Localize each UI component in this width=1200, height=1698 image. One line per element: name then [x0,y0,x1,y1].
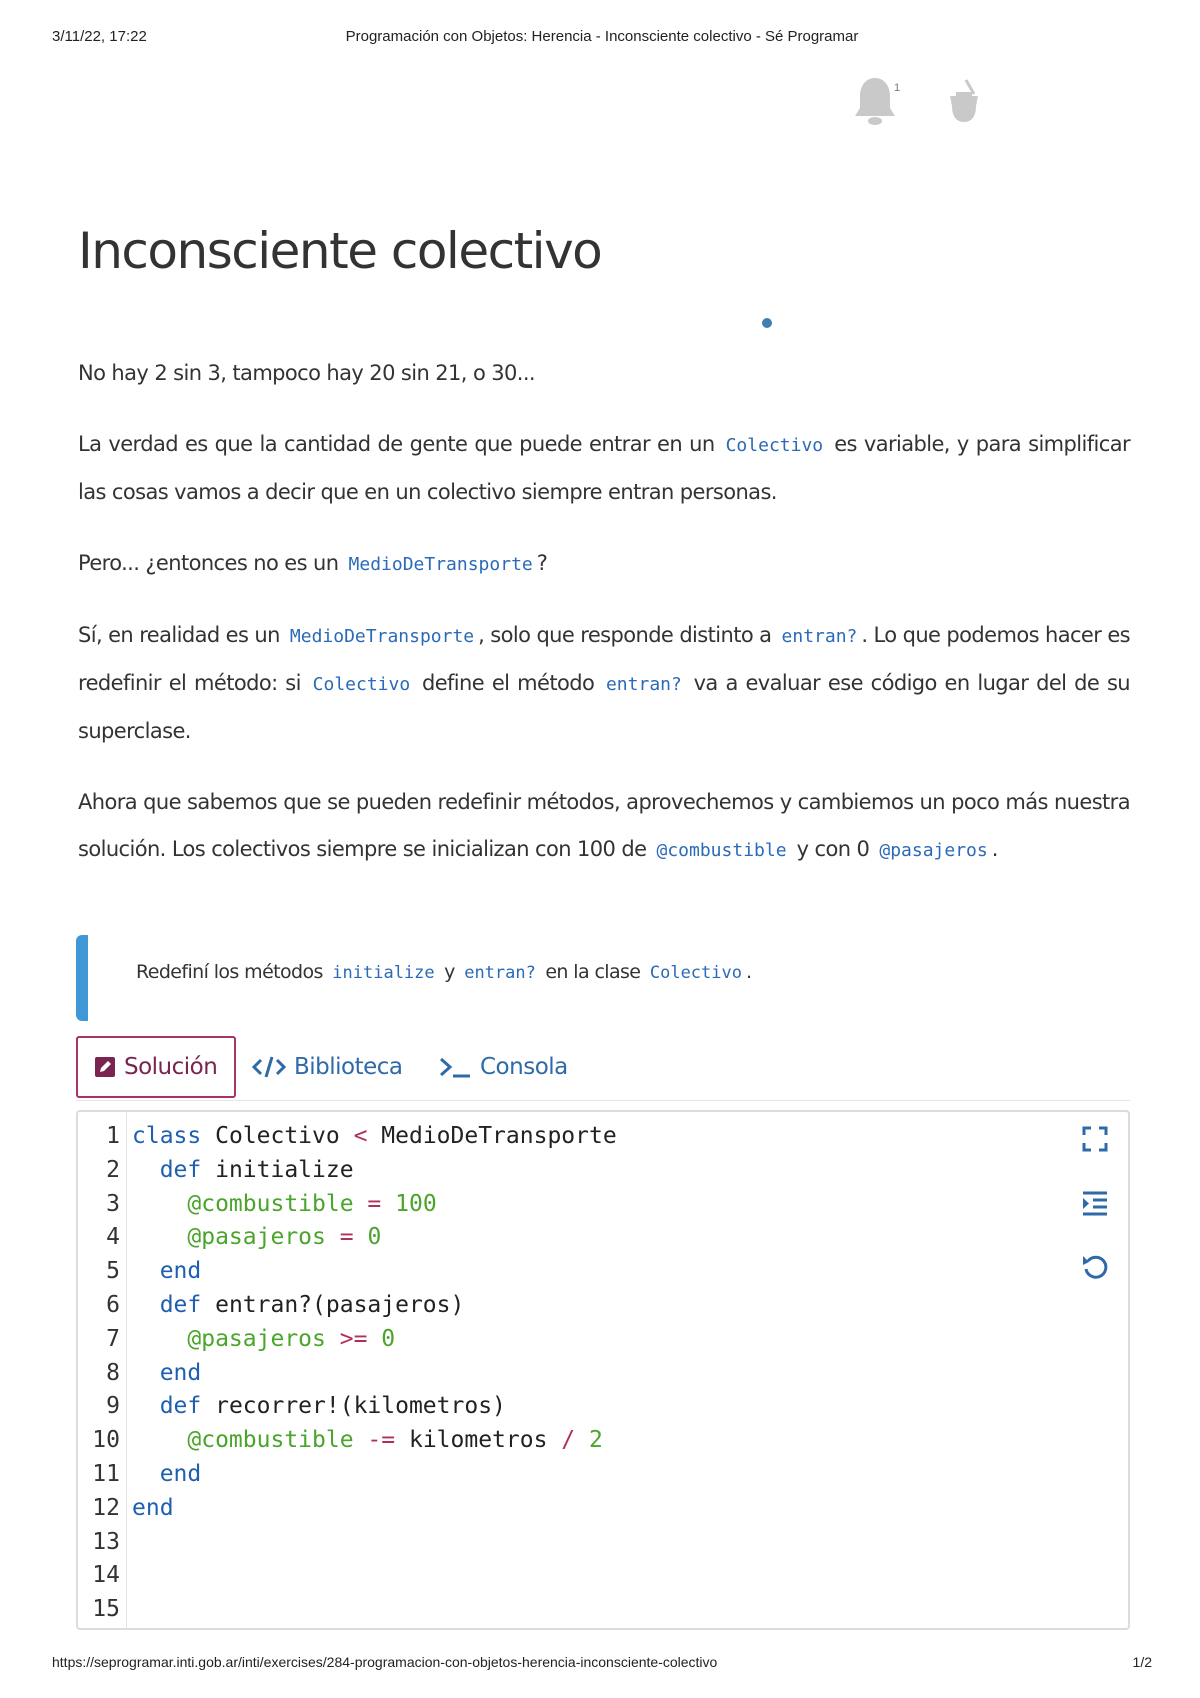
profile-button[interactable] [944,76,984,132]
paragraph-2 [78,421,1130,516]
terminal-icon [438,1055,472,1079]
code-line [132,1593,1068,1627]
reset-button[interactable] [1080,1252,1110,1282]
code-line [132,1424,1068,1458]
code-token: 100 [395,1190,437,1217]
line-number: 7 [106,1325,120,1352]
line-number: 2 [106,1156,120,1183]
code-token: @pasajeros [187,1224,326,1251]
print-url: https://seprogramar.inti.gob.ar/inti/exercises/284-programacion-con-objetos-herencia-inconsciente-colectivo [52,1654,718,1670]
line-number: 9 [106,1393,120,1420]
code-token [132,1393,160,1419]
paragraph-text: La verdad es que la cantidad de gente que puede entrar en un [78,432,715,456]
line-number: 8 [106,1359,120,1386]
fullscreen-button[interactable] [1080,1124,1110,1154]
tab-consola[interactable] [438,1036,568,1098]
line-number: 1 [106,1123,120,1149]
code-line [132,1458,1068,1492]
code-token: def [159,1156,202,1183]
line-numbers [92,1120,120,1627]
code-token: MedioDeTransporte [367,1123,617,1149]
print-footer [52,1654,1152,1676]
inline-code: MedioDeTransporte [348,554,533,575]
line-number: 14 [92,1562,120,1589]
code-area[interactable] [132,1120,1068,1627]
paragraph-text: . Lo que podemos hacer es redefinir el método: si [78,623,1131,695]
paragraph-text: ? [536,551,548,575]
code-token [132,1157,160,1183]
paragraph-text: y con 0 [796,837,870,861]
tab-biblioteca[interactable] [252,1036,403,1098]
code-token: end [159,1258,202,1285]
code-line [132,1289,1068,1323]
code-token: kilometros [395,1427,562,1454]
inline-code: @pasajeros [879,840,988,861]
paragraph-1 [78,350,1130,397]
line-number: 15 [92,1596,120,1623]
code-token: @pasajeros [187,1325,326,1352]
code-token: = [367,1190,382,1217]
callout-part: en la clase [545,961,641,983]
code-token [132,1427,187,1453]
print-page-number: 1/2 [1132,1654,1152,1670]
code-line [132,1357,1068,1391]
code-line [132,1526,1068,1560]
code-token: 2 [589,1427,603,1454]
code-token: class [132,1123,202,1149]
inline-code: Colectivo [725,435,824,456]
code-line [132,1255,1068,1289]
code-token: < [353,1123,368,1149]
code-token [132,1360,160,1386]
code-token: 0 [381,1325,396,1352]
notifications-count: 1 [894,82,901,94]
fullscreen-icon [1080,1124,1110,1154]
callout-part: Redefiní los métodos [136,961,323,983]
code-token [132,1326,187,1352]
edit-icon [94,1056,116,1078]
paragraph-text: No hay 2 sin 3, tampoco hay 20 sin 21, o 30... [78,361,536,385]
code-token [326,1326,340,1352]
code-editor[interactable] [76,1110,1130,1630]
code-token: 0 [367,1224,382,1251]
exercise-description [78,350,1130,898]
code-token: recorrer!(kilometros) [201,1393,506,1420]
code-token: end [159,1460,202,1487]
tab-label: Biblioteca [294,1054,403,1080]
inline-code: entran? [781,626,858,647]
code-line [132,1323,1068,1357]
line-gutter [78,1112,127,1628]
code-line [132,1188,1068,1222]
code-token: >= [339,1325,368,1352]
code-token: Colectivo [201,1123,354,1149]
line-number: 6 [106,1291,120,1318]
line-number: 13 [92,1528,120,1555]
top-icons [840,70,1000,134]
inline-code: entran? [464,963,536,983]
paragraph-text: define el método [421,671,595,695]
code-line [132,1492,1068,1526]
format-button[interactable] [1080,1188,1110,1218]
callout-text [136,961,751,983]
inline-code: @combustible [656,840,787,861]
code-token [575,1427,589,1453]
decorative-dot [762,318,772,328]
code-token: def [159,1393,202,1420]
code-token: @combustible [187,1190,354,1217]
line-number: 12 [92,1494,120,1521]
code-token [326,1224,340,1250]
paragraph-4 [78,612,1130,755]
code-token: = [339,1224,354,1251]
inline-code: Colectivo [649,963,742,983]
code-token [132,1258,160,1284]
code-token [354,1427,368,1453]
code-line [132,1221,1068,1255]
paragraph-text: Sí, en realidad es un [78,623,280,647]
code-token: @combustible [187,1427,354,1454]
tab-solucion[interactable] [76,1036,236,1098]
code-token [354,1224,368,1250]
line-number: 3 [106,1190,120,1217]
code-icon [252,1055,286,1079]
code-token: initialize [201,1156,354,1183]
tab-label: Consola [480,1054,568,1080]
code-token [132,1191,187,1217]
code-line [132,1559,1068,1593]
mate-icon [944,76,984,132]
line-number: 5 [106,1258,120,1285]
code-token [132,1292,160,1318]
code-token: end [159,1359,202,1386]
code-token: / [561,1427,576,1454]
inline-code: Colectivo [312,674,411,695]
tab-label: Solución [124,1054,218,1080]
paragraph-3 [78,540,1130,588]
code-token [381,1191,395,1217]
paragraph-text: , solo que responde distinto a [478,623,772,647]
reset-icon [1080,1252,1110,1282]
indent-icon [1080,1188,1110,1218]
notifications-button[interactable] [852,74,904,130]
inline-code: initialize [332,963,435,983]
code-token: def [159,1291,202,1318]
callout-part: y [444,961,455,983]
paragraph-text: Pero... ¿entonces no es un [78,551,339,575]
code-token: entran?(pasajeros) [201,1291,465,1318]
print-date: 3/11/22, 17:22 [52,28,147,45]
code-token [132,1224,187,1250]
print-title: Programación con Objetos: Herencia - Inconsciente colectivo - Sé Programar [345,28,859,45]
editor-tabs [76,1036,1130,1101]
code-token: end [132,1494,174,1521]
line-number: 10 [92,1427,120,1454]
code-token [132,1461,160,1487]
assignment-callout [76,935,1130,1021]
code-token: -= [367,1427,396,1454]
inline-code: MedioDeTransporte [289,626,475,647]
line-number: 4 [106,1224,120,1251]
callout-part: . [745,961,752,983]
paragraph-text: Ahora que sabemos que se pueden redefinir métodos, aprovechemos y cambiemos un poco más nuestra solución. Los colectivos siempre se inicializan con 100 de [78,790,1130,861]
code-line [132,1154,1068,1188]
inline-code: entran? [605,674,682,695]
print-header [52,28,1152,50]
line-number: 11 [92,1460,120,1487]
paragraph-text: va a evaluar ese código en lugar del de su superclase. [78,671,1130,743]
paragraph-text: . [991,837,998,861]
code-line [132,1390,1068,1424]
code-line [132,1120,1068,1154]
editor-actions [1080,1124,1116,1316]
code-token [354,1191,368,1217]
page-title: Inconsciente colectivo [78,222,602,280]
code-token [367,1326,381,1352]
paragraph-5 [78,779,1130,874]
bell-icon [852,74,901,130]
paragraph-text: es variable, y para simplificar las cosas vamos a decir que en un colectivo siempre entran personas. [78,432,1131,504]
